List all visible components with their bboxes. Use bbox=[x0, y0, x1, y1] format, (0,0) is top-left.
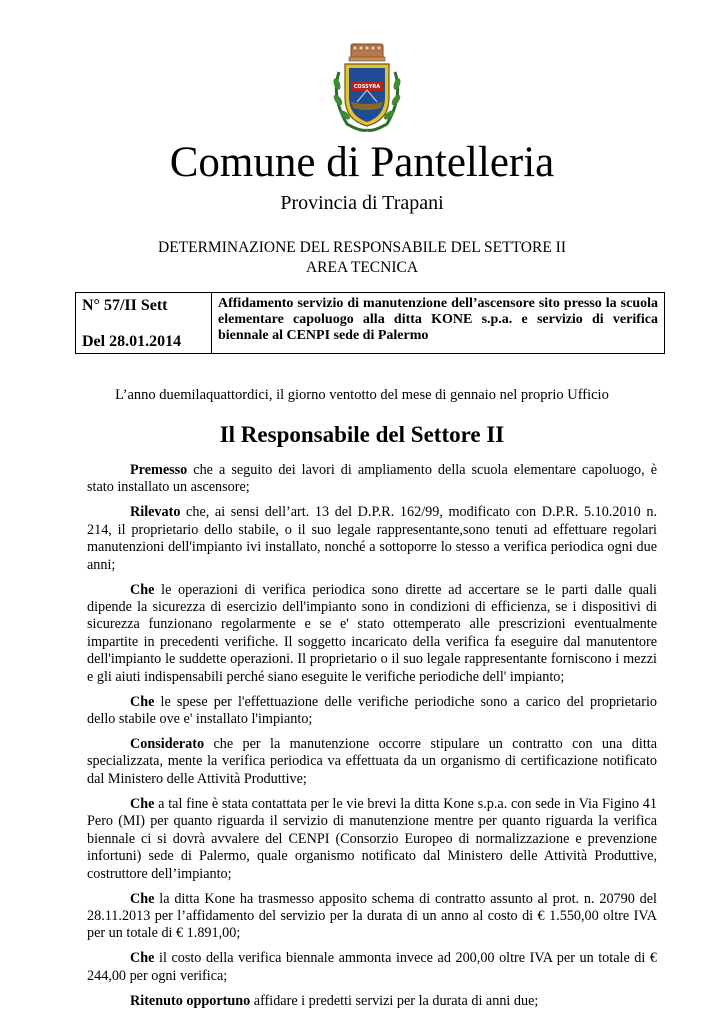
paragraph-lead: Che bbox=[130, 890, 155, 907]
paragraph-text: che, ai sensi dell’art. 13 del D.P.R. 162/99, modificato con D.P.R. 5.10.2010 n. 214, il proprietario dello stabile, o il suo legale rappresentante,sono tenuti ad effettuare regolari manutenzioni dell'impianto ivi installato, nonché a sottoporre lo stesso a verifica periodica ogni due anni; bbox=[87, 504, 657, 573]
record-number: N° 57/II Sett bbox=[82, 297, 168, 314]
determination-line-1: DETERMINAZIONE DEL RESPONSABILE DEL SETTORE II bbox=[158, 239, 566, 256]
paragraph-che-contratto bbox=[87, 891, 657, 943]
crest-label: COSSYRA bbox=[353, 84, 381, 90]
province-subtitle: Provincia di Trapani bbox=[280, 192, 444, 214]
paragraph-ritenuto bbox=[87, 993, 657, 1010]
paragraph-text: che a seguito dei lavori di ampliamento della scuola elementare capoluogo, è stato installato un ascensore; bbox=[87, 462, 657, 496]
record-date: Del 28.01.2014 bbox=[82, 333, 182, 350]
paragraph-lead: Che bbox=[130, 693, 155, 710]
paragraph-text: il costo della verifica biennale ammonta invece ad 200,00 oltre IVA per un totale di € 244,00 per ogni verifica; bbox=[87, 950, 657, 984]
paragraph-text: la ditta Kone ha trasmesso apposito schema di contratto assunto al prot. n. 20790 del 28.11.2013 per l’affidamento del servizio per la durata di un anno al costo di € 1.550,00 oltre IVA per un totale di € 1.891,00; bbox=[87, 890, 657, 942]
intro-line: L’anno duemilaquattordici, il giorno ventotto del mese di gennaio nel proprio Ufficio bbox=[115, 387, 609, 403]
paragraph-lead: Rilevato bbox=[130, 504, 181, 521]
paragraph-text: le spese per l'effettuazione delle verifiche periodiche sono a carico del proprietario dello stabile ove e' installato l'impianto; bbox=[87, 693, 657, 728]
determination-line-2: AREA TECNICA bbox=[305, 259, 419, 276]
paragraph-lead: Ritenuto opportuno bbox=[130, 992, 251, 1009]
paragraph-rilevato bbox=[87, 504, 657, 574]
record-identifiers bbox=[76, 293, 212, 353]
paragraph-lead: Che bbox=[130, 795, 155, 812]
determination-heading bbox=[0, 238, 724, 278]
paragraph-che-verifica bbox=[87, 582, 657, 686]
municipality-title: Comune di Pantelleria bbox=[169, 139, 555, 186]
paragraph-text: affidare i predetti servizi per la durata di anni due; bbox=[250, 992, 539, 1009]
paragraph-che-ditta bbox=[87, 796, 657, 883]
record-box bbox=[75, 292, 665, 354]
document-body bbox=[87, 462, 657, 1018]
paragraph-text: che per la manutenzione occorre stipulare un contratto con una ditta specializzata, mente la verifica periodica va effettuata da un organismo di certificazione notificato dal Ministero delle Attività Produttive; bbox=[87, 736, 657, 787]
paragraph-lead: Che bbox=[130, 581, 155, 598]
paragraph-che-spese bbox=[87, 694, 657, 729]
paragraph-che-costo bbox=[87, 950, 657, 985]
paragraph-lead: Che bbox=[130, 950, 155, 967]
paragraph-considerato bbox=[87, 736, 657, 788]
paragraph-text: a tal fine è stata contattata per le vie brevi la ditta Kone s.p.a. con sede in Via Figino 41 Pero (MI) per quanto riguarda il servizio di manutenzione mentre per quanto riguarda la verifica biennale ci si dovrà avvalere del CENPI (Consorzio Europeo di normalizzazione e prevenzione infortuni) sede di Palermo, quale organismo notificato dal Ministero delle Attività Produttive, costruttore dell’impianto; bbox=[87, 795, 657, 882]
record-subject: Affidamento servizio di manutenzione dell’ascensore sito presso la scuola elementare capoluogo alla ditta KONE s.p.a. e servizio di verifica biennale al CENPI sede di Palermo bbox=[218, 296, 658, 343]
paragraph-lead: Premesso bbox=[130, 462, 188, 478]
paragraph-text: le operazioni di verifica periodica sono dirette ad accertare se le parti dalle quali dipende la sicurezza di esercizio dell'impianto sono in condizioni di efficienza, se i dispositivi di sicurezza funzionano regolarmente e se e' stato ottemperato alle prescrizioni eventualmente impartite in precedenti verifiche. Il soggetto incaricato della verifica fa eseguire dal manutentore dell'impianto le suddette operazioni. Il proprietario o il suo legale rappresentante forniscono i mezzi e gli aiuti indispensabili perché siano eseguite le verifiche periodiche dell' impianto; bbox=[87, 581, 657, 685]
section-heading: Il Responsabile del Settore II bbox=[219, 422, 505, 447]
paragraph-lead: Considerato bbox=[130, 736, 205, 753]
paragraph-premesso bbox=[87, 462, 657, 497]
